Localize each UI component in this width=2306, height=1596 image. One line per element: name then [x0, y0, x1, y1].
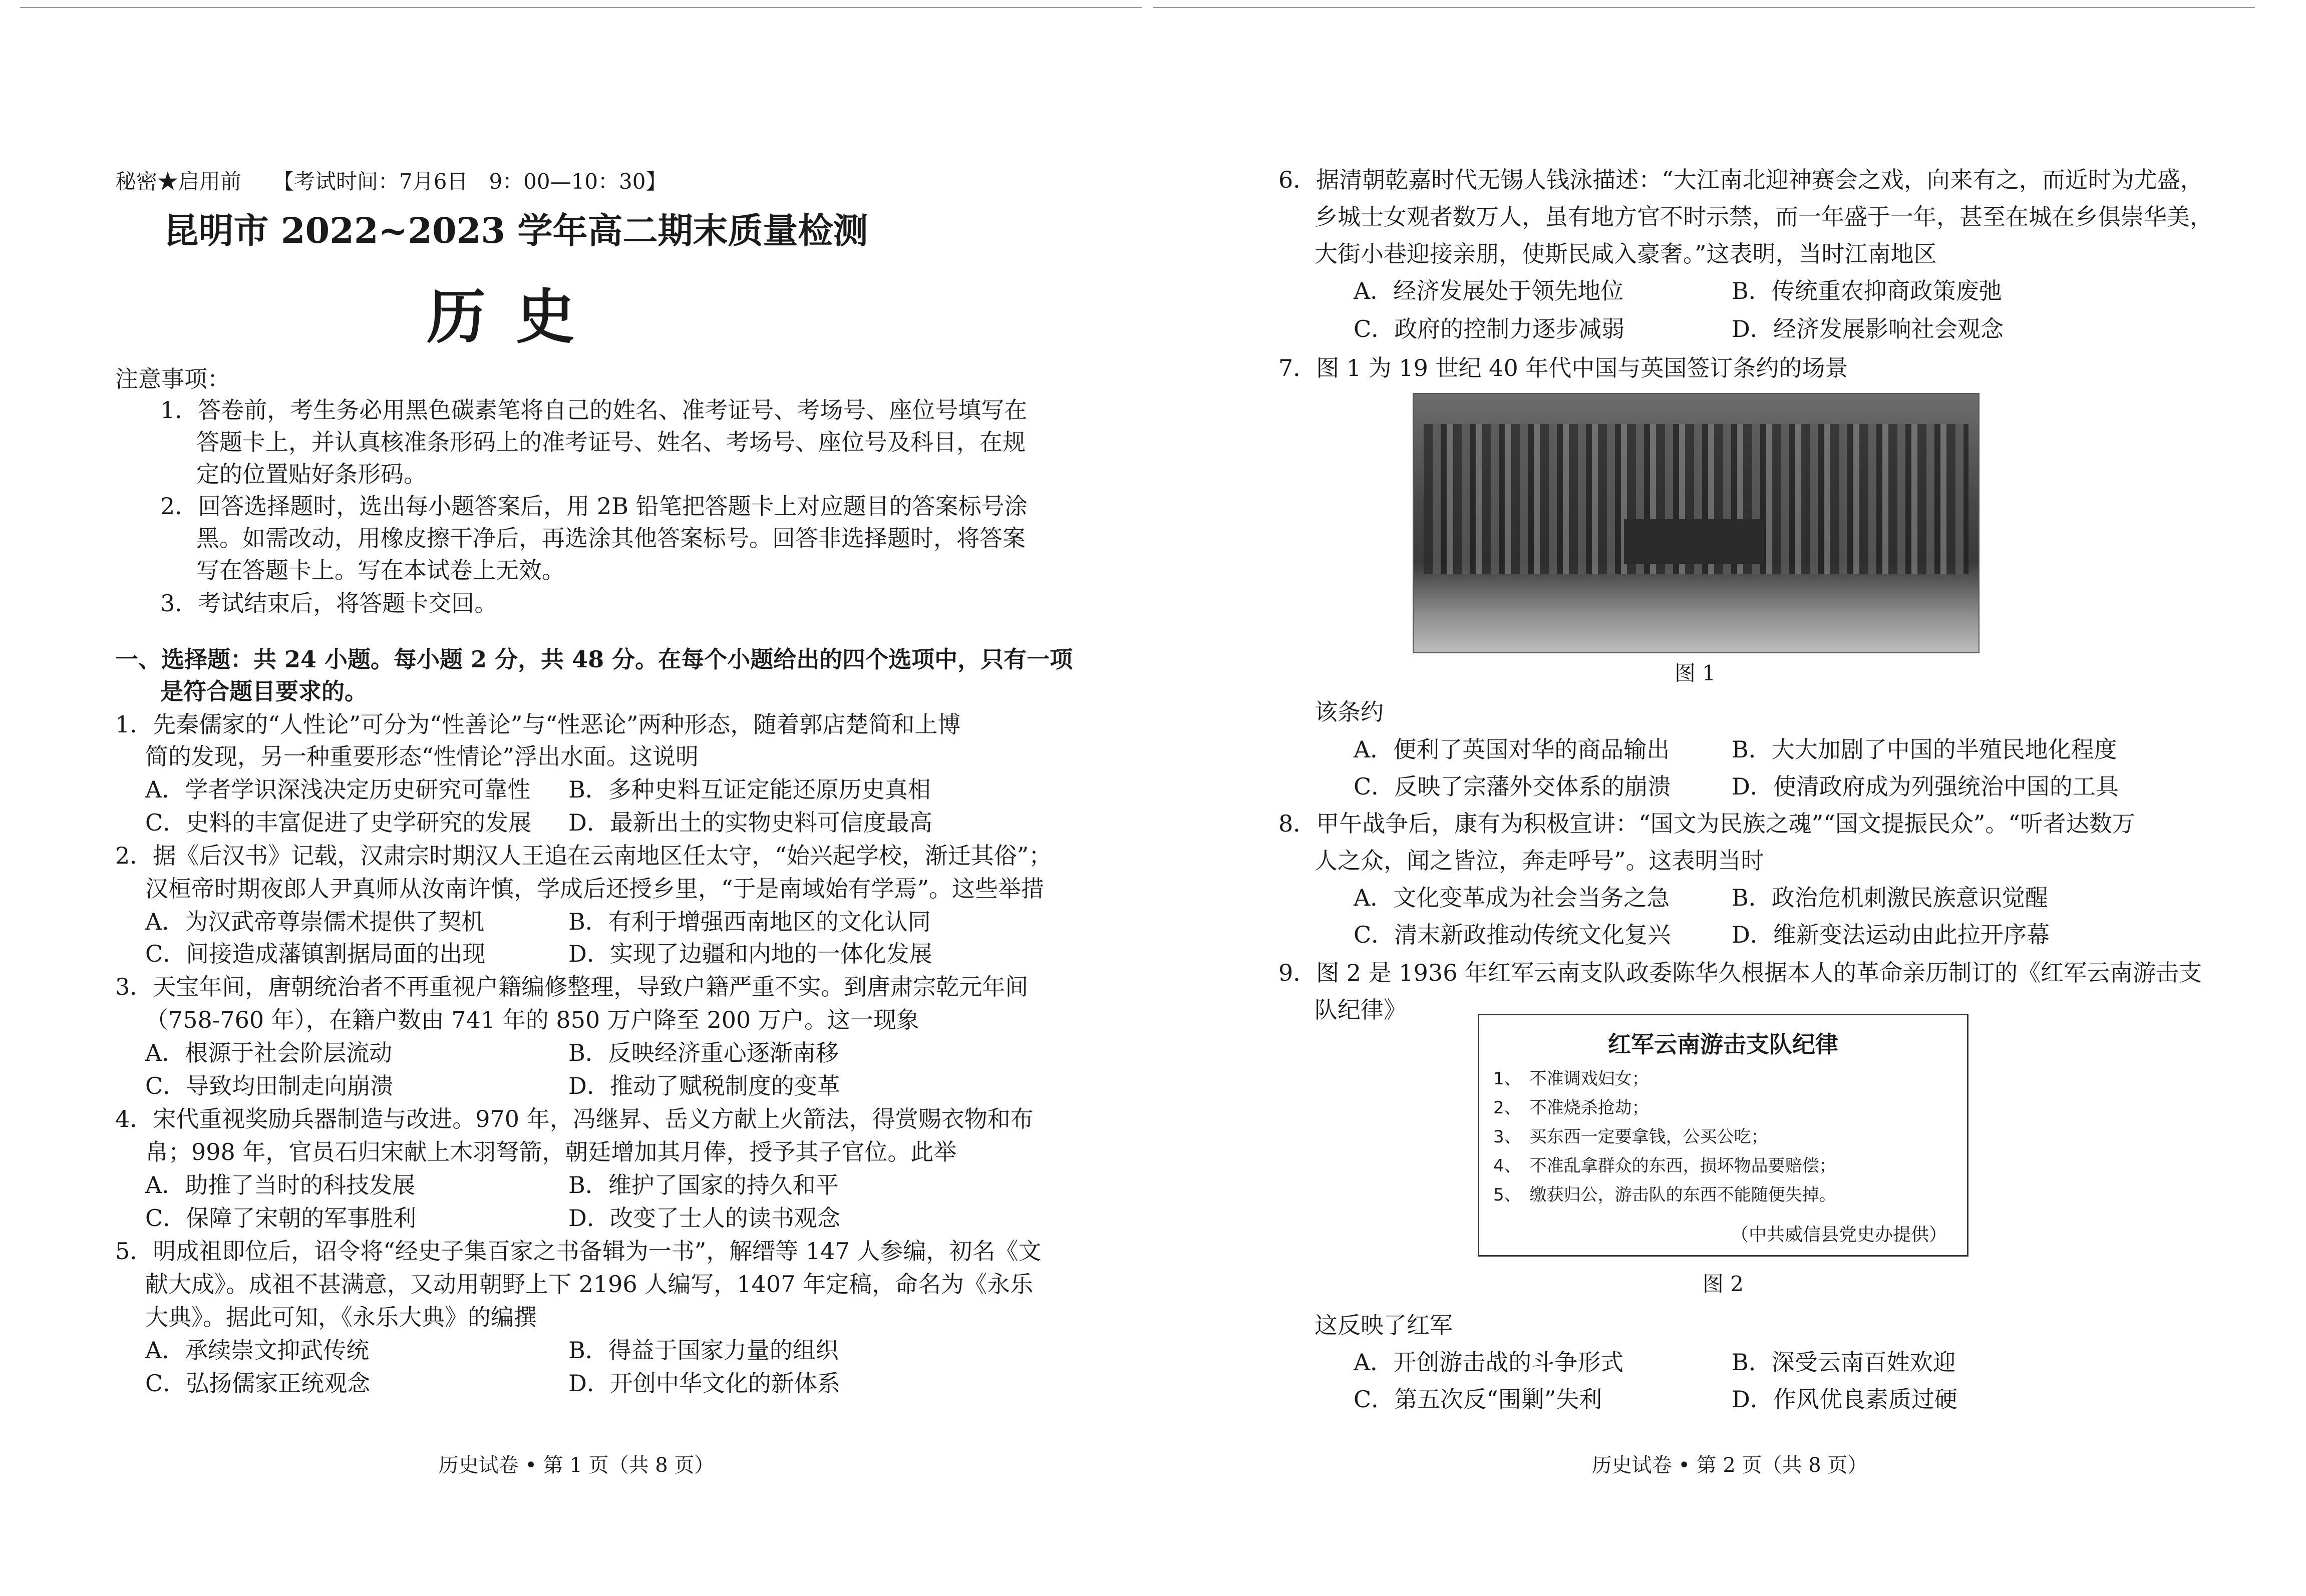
question-stem: 7．图 1 为 19 世纪 40 年代中国与英国签订条约的场景	[1278, 354, 1848, 381]
exam-title: 昆明市 2022~2023 学年高二期末质量检测	[163, 210, 868, 251]
option-d: D．最新出土的实物史料可信度最高	[568, 809, 932, 836]
question-stem: 8．甲午战争后，康有为积极宣讲：“国文为民族之魂”“国文提振民众”。“听者达数万	[1278, 810, 2135, 837]
option-c: C．弘扬儒家正统观念	[145, 1370, 371, 1397]
notice-line: 3．考试结束后，将答题卡交回。	[160, 590, 498, 617]
option-b: B．政治危机刺激民族意识觉醒	[1732, 884, 2048, 911]
option-a: A．文化变革成为社会当务之急	[1354, 884, 1670, 911]
question-lead: 该条约	[1314, 698, 1384, 725]
page-footer: 历史试卷 • 第 2 页（共 8 页）	[1591, 1454, 1868, 1477]
question-stem: 人之众，闻之皆泣，奔走呼号”。这表明当时	[1314, 847, 1764, 874]
question-stem: 6．据清朝乾嘉时代无锡人钱泳描述：“大江南北迎神赛会之戏，向来有之，而近时为尤盛，	[1278, 166, 2203, 193]
notice-line: 1．答卷前，考生务必用黑色碳素笔将自己的姓名、准考证号、考场号、座位号填写在	[160, 396, 1028, 424]
notice-line: 黑。如需改动，用橡皮擦干净后，再选涂其他答案标号。回答非选择题时，将答案	[196, 525, 1026, 552]
option-b: B．维护了国家的持久和平	[568, 1171, 839, 1199]
discipline-item: 4、 不准乱拿群众的东西，损坏物品要赔偿；	[1493, 1156, 1836, 1176]
discipline-item: 5、 缴获归公，游击队的东西不能随便失掉。	[1493, 1185, 1836, 1205]
option-c: C．政府的控制力逐步减弱	[1354, 315, 1625, 342]
question-lead: 这反映了红军	[1314, 1312, 1453, 1339]
question-stem: 队纪律》	[1314, 996, 1407, 1023]
option-a: A．开创游击战的斗争形式	[1354, 1349, 1624, 1376]
discipline-box-title: 红军云南游击支队纪律	[1608, 1031, 1838, 1058]
option-c: C．反映了宗藩外交体系的崩溃	[1354, 773, 1671, 800]
question-stem: 大典》。据此可知，《永乐大典》的编撰	[145, 1304, 537, 1331]
section-heading: 是符合题目要求的。	[160, 678, 368, 705]
question-stem: 简的发现，另一种重要形态“性情论”浮出水面。这说明	[145, 743, 699, 770]
question-stem: 3．天宝年间，唐朝统治者不再重视户籍编修整理，导致户籍严重不实。到唐肃宗乾元年间	[115, 973, 1029, 1000]
photo-table	[1624, 519, 1764, 564]
option-c: C．导致均田制走向崩溃	[145, 1072, 394, 1099]
notice-line: 2．回答选择题时，选出每小题答案后，用 2B 铅笔把答题卡上对应题目的答案标号涂	[160, 493, 1028, 520]
option-c: C．间接造成藩镇割据局面的出现	[145, 940, 486, 967]
option-d: D．改变了士人的读书观念	[568, 1205, 840, 1232]
question-stem: 4．宋代重视奖励兵器制造与改进。970 年，冯继昇、岳义方献上火箭法，得赏赐衣物和布	[115, 1105, 1034, 1132]
option-d: D．使清政府成为列强统治中国的工具	[1732, 773, 2119, 800]
option-a: A．学者学识深浅决定历史研究可靠性	[145, 776, 531, 803]
question-stem: 1．先秦儒家的“人性论”可分为“性善论”与“性恶论”两种形态，随着郭店楚简和上博	[115, 711, 961, 738]
scan-border-line	[1153, 7, 2255, 8]
option-a: A．助推了当时的科技发展	[145, 1171, 416, 1199]
option-b: B．多种史料互证定能还原历史真相	[568, 776, 931, 803]
option-a: A．经济发展处于领先地位	[1354, 277, 1624, 304]
section-heading: 一、选择题：共 24 小题。每小题 2 分，共 48 分。在每个小题给出的四个选项中，只有一项	[115, 646, 1073, 673]
option-a: A．根源于社会阶层流动	[145, 1039, 393, 1066]
option-b: B．深受云南百姓欢迎	[1732, 1349, 1956, 1376]
exam-header: 秘密★启用前 【考试时间：7月6日 9：00—10：30】	[115, 169, 667, 194]
notice-line: 答题卡上，并认真核准条形码上的准考证号、姓名、考场号、座位号及科目，在规	[196, 429, 1026, 456]
option-b: B．大大加剧了中国的半殖民地化程度	[1732, 736, 2117, 763]
figure-caption: 图 2	[1702, 1272, 1744, 1296]
option-c: C．第五次反“围剿”失利	[1354, 1386, 1602, 1413]
notice-line: 写在答题卡上。写在本试卷上无效。	[196, 557, 565, 584]
option-a: A．便利了英国对华的商品输出	[1354, 736, 1670, 763]
scan-border-line	[20, 7, 1142, 8]
option-b: B．反映经济重心逐渐南移	[568, 1039, 839, 1066]
option-d: D．维新变法运动由此拉开序幕	[1732, 921, 2050, 948]
question-stem: 乡城士女观者数万人，虽有地方官不时示禁，而一年盛于一年，甚至在城在乡俱崇华美，	[1314, 203, 2213, 230]
option-c: C．史料的丰富促进了史学研究的发展	[145, 809, 532, 836]
subject-title: 历史	[426, 282, 605, 351]
option-d: D．经济发展影响社会观念	[1732, 315, 2004, 342]
option-d: D．作风优良素质过硬	[1732, 1386, 1957, 1413]
option-d: D．实现了边疆和内地的一体化发展	[568, 940, 932, 967]
treaty-signing-photo	[1413, 393, 1980, 653]
discipline-box	[1478, 1014, 1968, 1257]
option-a: A．承续崇文抑武传统	[145, 1337, 370, 1364]
question-stem: 献大成》。成祖不甚满意，又动用朝野上下 2196 人编写，1407 年定稿，命名为《永乐	[145, 1271, 1033, 1298]
right-page	[1153, 0, 2306, 1596]
notice-title: 注意事项：	[115, 365, 230, 392]
option-d: D．开创中华文化的新体系	[568, 1370, 840, 1397]
question-stem: 2．据《后汉书》记载，汉肃宗时期汉人王追在云南地区任太守，“始兴起学校，渐迁其俗”；	[115, 842, 1052, 869]
option-d: D．推动了赋税制度的变革	[568, 1072, 840, 1099]
discipline-item: 1、 不准调戏妇女；	[1493, 1069, 1649, 1089]
question-stem: 9．图 2 是 1936 年红军云南支队政委陈华久根据本人的革命亲历制订的《红军云南游击支	[1278, 959, 2202, 986]
discipline-item: 2、 不准烧杀抢劫；	[1493, 1098, 1649, 1118]
option-b: B．传统重农抑商政策废弛	[1732, 277, 2002, 304]
question-stem: 帛；998 年，官员石归宋献上木羽弩箭，朝廷增加其月俸，授予其子官位。此举	[145, 1138, 957, 1165]
option-c: C．清末新政推动传统文化复兴	[1354, 921, 1671, 948]
option-b: B．有利于增强西南地区的文化认同	[568, 908, 931, 935]
discipline-source: （中共威信县党史办提供）	[1730, 1225, 1947, 1245]
question-stem: 5．明成祖即位后，诏令将“经史子集百家之书备辑为一书”，解缙等 147 人参编，初名《文	[115, 1238, 1042, 1265]
option-a: A．为汉武帝尊崇儒术提供了契机	[145, 908, 485, 935]
figure-caption: 图 1	[1674, 661, 1716, 685]
option-b: B．得益于国家力量的组织	[568, 1337, 839, 1364]
page-footer: 历史试卷 • 第 1 页（共 8 页）	[438, 1454, 715, 1477]
notice-line: 定的位置贴好条形码。	[196, 461, 427, 488]
option-c: C．保障了宋朝的军事胜利	[145, 1205, 417, 1232]
question-stem: （758-760 年），在籍户数由 741 年的 850 万户降至 200 万户。这一现象	[145, 1006, 919, 1033]
discipline-item: 3、 买东西一定要拿钱，公买公吃；	[1493, 1127, 1768, 1147]
question-stem: 汉桓帝时期夜郎人尹真师从汝南许慎，学成后还授乡里，“于是南域始有学焉”。这些举措	[145, 875, 1045, 902]
question-stem: 大街小巷迎接亲朋，使斯民咸入豪奢。”这表明，当时江南地区	[1314, 240, 1937, 267]
